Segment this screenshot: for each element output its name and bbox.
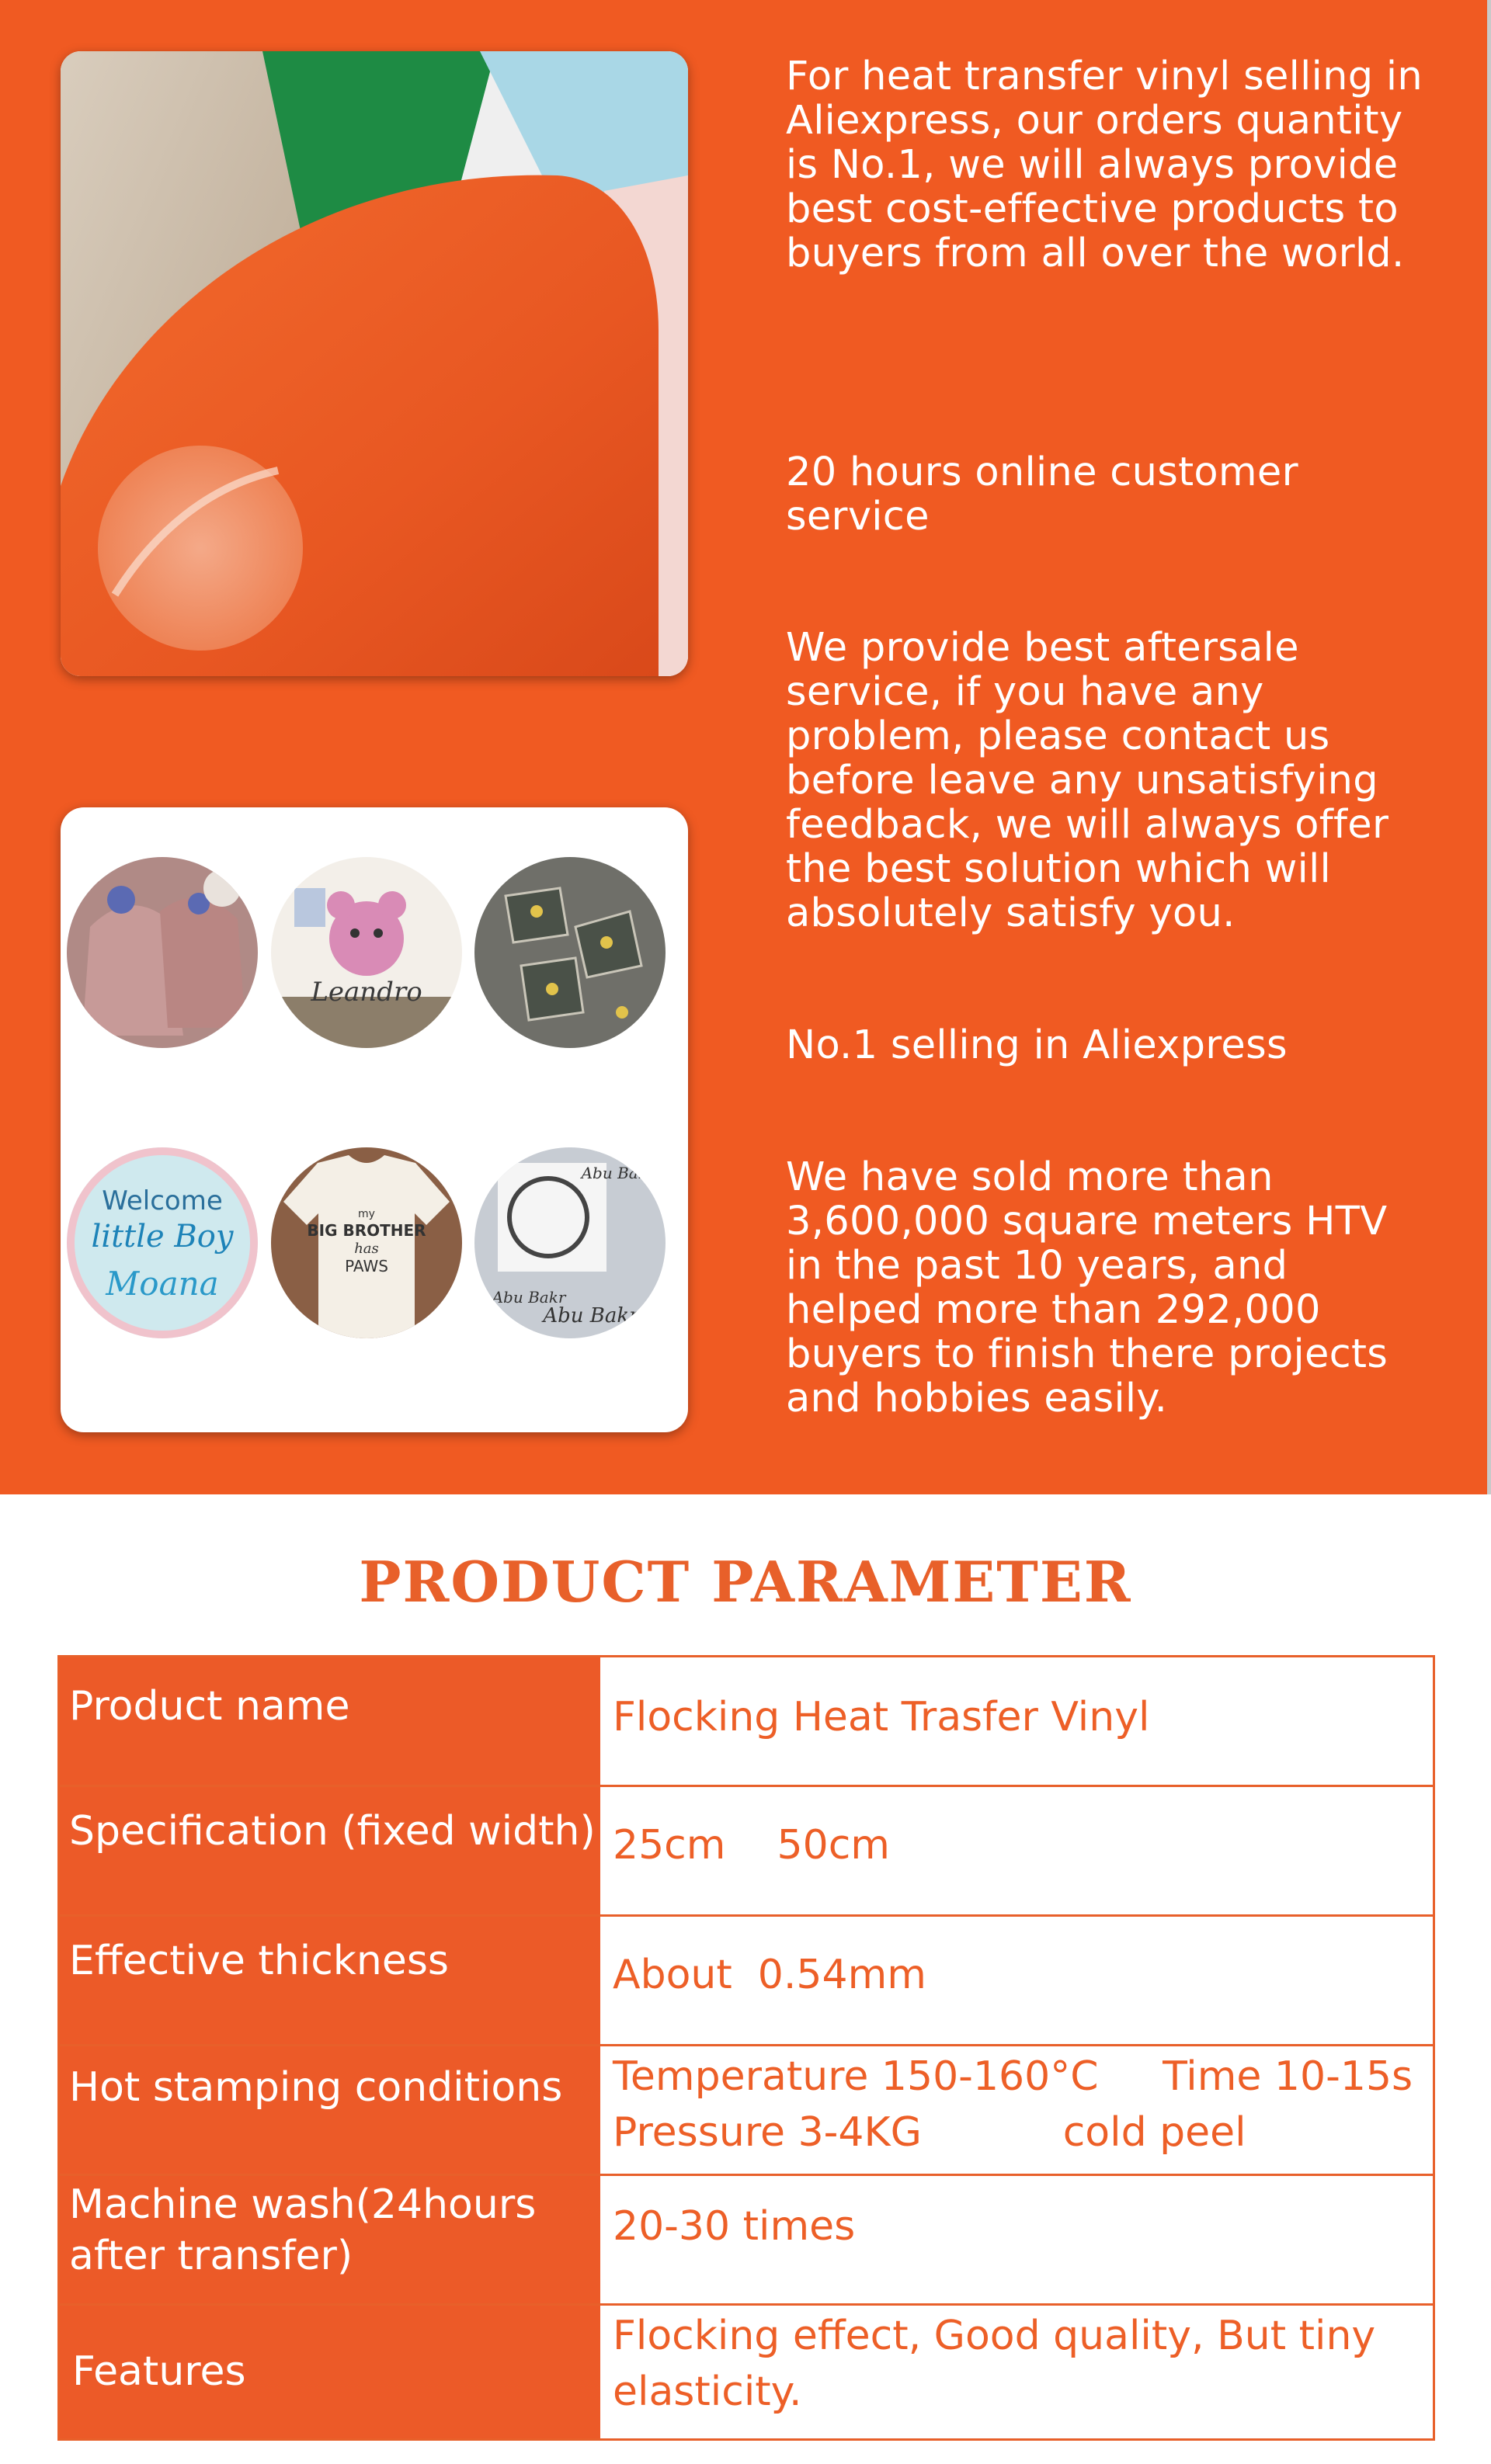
- baby-onesie-sample: [271, 1147, 462, 1338]
- calligraphy-line-3: Abu Bakr: [543, 1304, 639, 1327]
- row-value-product-name: Flocking Heat Trasfer Vinyl: [613, 1694, 1150, 1740]
- table-row: [60, 1657, 1433, 1787]
- promo-paragraph-service: 20 hours online customer service: [786, 449, 1298, 540]
- row-label-thickness: Effective thickness: [69, 1938, 450, 1984]
- row-label-machine-wash-line-2: after transfer): [69, 2233, 353, 2279]
- onesie-line-2: BIG BROTHER: [307, 1221, 426, 1240]
- pillow-name-text: Leandro: [311, 977, 422, 1008]
- product-parameter-table: [57, 1655, 1435, 2441]
- calligraphy-line-1: Abu Bakr: [581, 1164, 655, 1182]
- promo-paragraph-no1: No.1 selling in Aliexpress: [786, 1022, 1288, 1068]
- promo-paragraph-aftersale: We provide best aftersale service, if you have any problem, please contact us before leave any unsatisfying feedback, we will always offer the best solution which will absolutely satisfy you.: [786, 625, 1389, 936]
- promo-paragraph-orders: For heat transfer vinyl selling in Aliexpress, our orders quantity is No.1, we will always provide best cost-effective products to buyers from all over the world.: [786, 54, 1423, 276]
- table-row: [60, 2306, 1433, 2438]
- label-cell: [60, 1657, 600, 1785]
- onesie-line-3: has: [354, 1241, 379, 1257]
- row-value-features-line-2: elasticity.: [613, 2369, 802, 2415]
- sample-applications-card: [61, 807, 688, 1432]
- promo-paragraph-sold: We have sold more than 3,600,000 square meters HTV in the past 10 years, and helped more than 292,000 buyers to finish there projects and hobbies easily.: [786, 1154, 1388, 1421]
- table-row: [60, 2176, 1433, 2306]
- row-value-machine-wash: 20-30 times: [613, 2203, 856, 2250]
- onesie-line-4: PAWS: [345, 1257, 388, 1275]
- table-row: [60, 2046, 1433, 2176]
- balloon-line-1: Welcome: [102, 1185, 223, 1216]
- label-cell: [60, 2176, 600, 2303]
- table-row: [60, 1787, 1433, 1917]
- calligraphy-line-2: Abu Bakr: [492, 1288, 566, 1307]
- row-label-hot-stamping: Hot stamping conditions: [69, 2064, 563, 2111]
- row-label-specification: Specification (fixed width): [69, 1808, 596, 1855]
- label-cell: [60, 2046, 600, 2174]
- product-parameter-title: PRODUCT PARAMETER: [359, 1549, 1132, 1615]
- label-cell: [60, 1787, 600, 1914]
- pink-hoodie-sample: [67, 857, 258, 1048]
- green-vinyl-pieces-sample: [474, 857, 666, 1048]
- row-label-machine-wash-line-1: Machine wash(24hours: [69, 2181, 537, 2228]
- row-value-hot-stamping-line-2: Pressure 3-4KG cold peel: [613, 2109, 1246, 2156]
- onesie-line-1: my: [358, 1208, 375, 1220]
- row-label-product-name: Product name: [69, 1683, 350, 1730]
- row-value-hot-stamping-line-1: Temperature 150-160°C Time 10-15s: [613, 2053, 1413, 2100]
- calligraphy-pillow-sample: [474, 1147, 666, 1338]
- balloon-sample: [67, 1147, 258, 1338]
- vinyl-material-photo: [61, 51, 688, 676]
- row-value-specification: 25cm 50cm: [613, 1822, 890, 1869]
- row-value-thickness: About 0.54mm: [613, 1952, 926, 1998]
- label-cell: [60, 2306, 600, 2438]
- label-cell: [60, 1917, 600, 2044]
- teddy-bear-pillow-sample: [271, 857, 462, 1048]
- balloon-line-2: little Boy: [91, 1219, 234, 1255]
- row-label-features: Features: [72, 2348, 246, 2395]
- row-value-features-line-1: Flocking effect, Good quality, But tiny: [613, 2313, 1376, 2359]
- balloon-line-3: Moana: [106, 1265, 219, 1303]
- table-row: [60, 1917, 1433, 2046]
- right-edge-strip: [1487, 0, 1491, 1494]
